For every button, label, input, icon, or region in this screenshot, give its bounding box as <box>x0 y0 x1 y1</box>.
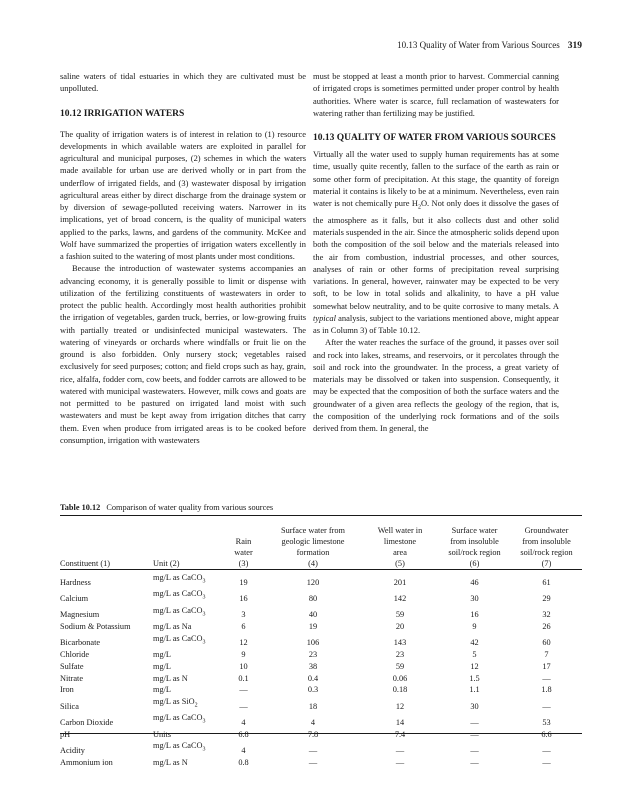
table-row <box>60 633 582 649</box>
value-cell: 0.1 <box>238 673 249 683</box>
table-row <box>60 696 582 712</box>
column-header: Constituent (1) <box>60 559 111 568</box>
column-header: Surface water from geologic limestone formation (4) <box>280 526 346 568</box>
value-cell: — <box>308 746 318 756</box>
column-header: Rain water (3) <box>234 537 253 568</box>
value-cell: 80 <box>308 594 318 604</box>
constituent-cell: Carbon Dioxide <box>60 717 114 727</box>
value-cell: 40 <box>308 610 318 620</box>
value-cell: 17 <box>542 661 551 671</box>
table-top-rule <box>60 515 582 516</box>
table-row <box>60 588 582 604</box>
value-cell: 61 <box>542 577 551 587</box>
unit-cell: mg/L as CaCO$_3$ <box>153 573 206 585</box>
value-cell: — <box>239 685 248 695</box>
value-cell: 12 <box>239 638 248 648</box>
constituent-cell: Acidity <box>60 746 85 756</box>
table-row <box>60 712 582 728</box>
table-label: Table 10.12 <box>60 503 101 512</box>
page-number: 319 <box>567 41 582 51</box>
value-cell: — <box>308 757 318 767</box>
value-cell: — <box>395 757 405 767</box>
unit-cell: mg/L as CaCO$_3$ <box>153 605 206 618</box>
value-cell: 9 <box>472 622 477 632</box>
value-cell: 143 <box>393 638 407 648</box>
value-cell: 201 <box>393 577 407 587</box>
value-cell: 38 <box>308 661 318 671</box>
value-cell: 5 <box>472 650 477 660</box>
value-cell: — <box>470 729 479 739</box>
value-cell: 60 <box>542 638 551 648</box>
value-cell: 10 <box>239 661 248 671</box>
table-row <box>60 569 582 588</box>
constituent-cell: Iron <box>60 685 74 695</box>
constituent-cell: Bicarbonate <box>60 638 101 648</box>
table-row <box>60 673 582 685</box>
value-cell: 4 <box>241 746 246 756</box>
table-row <box>60 684 582 696</box>
value-cell: 7.8 <box>307 729 319 739</box>
table-caption <box>60 502 582 514</box>
constituent-cell: Magnesium <box>60 610 100 620</box>
value-cell: 19 <box>239 577 248 587</box>
value-cell: 29 <box>542 594 551 604</box>
water-quality-paragraph-2: After the water reaches the surface of the ground, it passes over soil and rock into lakes, streams, and reservoirs, or it percolates through the soil and rock into the groundwater. In the process, a great variety of materials may be dissolved or taken into suspension. Consequently, it may be expected that the composition of both the surface waters and the groundwater of a given area reflects the geology of the region, that is, the composition of the underlying rock formations and of the soils derived from them. In general, the <box>313 337 559 434</box>
value-cell: 53 <box>542 717 551 727</box>
constituent-cell: Sodium & Potassium <box>60 622 131 632</box>
running-title: 10.13 Quality of Water from Various Sources <box>397 40 560 50</box>
unit-cell: mg/L as N <box>153 757 188 767</box>
running-header <box>60 40 582 54</box>
value-cell: 14 <box>395 717 405 727</box>
value-cell: 12 <box>470 661 479 671</box>
table-bottom-rule <box>60 733 582 734</box>
table-caption-text: Comparison of water quality from various sources <box>106 503 274 512</box>
value-cell: 1.8 <box>541 685 552 695</box>
value-cell: 7 <box>544 650 549 660</box>
table-row <box>60 649 582 661</box>
value-cell: 4 <box>310 717 316 727</box>
value-cell: — <box>470 757 479 767</box>
value-cell: 19 <box>308 622 318 632</box>
column-header: Unit (2) <box>153 559 180 568</box>
unit-cell: mg/L <box>153 650 171 660</box>
unit-cell: mg/L as CaCO$_3$ <box>153 589 206 602</box>
value-cell: 42 <box>470 638 479 648</box>
value-cell: 30 <box>470 701 479 711</box>
value-cell: 12 <box>395 701 405 711</box>
value-cell: 1.1 <box>469 685 480 695</box>
intro-paragraph: saline waters of tidal estuaries in which they are cultivated must be unpolluted. <box>60 71 306 94</box>
table-row <box>60 661 582 673</box>
unit-cell: mg/L as CaCO$_3$ <box>153 713 206 725</box>
constituent-cell: Chloride <box>60 650 90 660</box>
value-cell: — <box>239 701 248 711</box>
section-heading-water-quality: 10.13 QUALITY OF WATER FROM VARIOUS SOURCES <box>313 133 556 143</box>
value-cell: 6.8 <box>238 729 249 739</box>
section-heading-irrigation: 10.12 IRRIGATION WATERS <box>60 108 185 119</box>
value-cell: 4 <box>241 717 246 727</box>
constituent-cell: pH <box>60 729 71 739</box>
value-cell: 16 <box>239 594 248 604</box>
constituent-cell: Ammonium ion <box>60 757 113 767</box>
value-cell: 9 <box>241 650 246 660</box>
value-cell: — <box>542 757 551 767</box>
value-cell: 1.5 <box>469 673 480 683</box>
value-cell: 120 <box>306 577 320 587</box>
value-cell: — <box>470 746 479 756</box>
constituent-cell: Hardness <box>60 577 91 587</box>
value-cell: 30 <box>470 594 479 604</box>
value-cell: 7.4 <box>394 729 406 739</box>
unit-cell: mg/L as Na <box>153 622 192 632</box>
value-cell: — <box>542 673 551 683</box>
right-column <box>313 70 559 434</box>
value-cell: 6.6 <box>541 729 552 739</box>
value-cell: 16 <box>470 610 479 620</box>
value-cell: 59 <box>395 661 405 671</box>
water-quality-table <box>60 517 582 768</box>
irrigation-paragraph-2: Because the introduction of wastewater systems accompanies an advancing economy, it is generally possible to limit or dispense with utilization of the fertilizing constituents of wastewaters in order to protect the public health. Accordingly most health authorities prohibit the irrigation of vegetables, garden truck, berries, or low-growing fruits with partially treated or undisinfected municipal wastewaters. The watering of vineyards or orchards where windfalls or fruit lie on the ground is also forbidden. Only nursery stock; vegetables raised exclusively for seed purposes; cotton; and field crops such as hay, grain, rice, alfalfa, fodder corn, cow beets, and fodder carrots are allowed to be watered with municipal wastewaters. However, milk cows and goats are not permitted to be pastured on irrigated land moist with such wastewaters and must be kept away from irrigation ditches that carry them. Even when produce from irrigated areas is to be cooked before consumption, irrigation with wastewaters <box>60 263 306 445</box>
value-cell: 23 <box>308 650 318 660</box>
irrigation-paragraph-1: The quality of irrigation waters is of interest in relation to (1) resource developments in which available waters are exploited in parallel for agricultural and municipal purposes, (2) schemes in which the waters made available for urban use are derived wholly or in part from the underflow of irrigated fields, and (3) wastewater disposal by irrigation agricultural areas either by direct discharge from the drainage system or by diversion of sewage-polluted receiving waters. Narrower in its implications, yet of broad concern, is the quality of municipal waters applied to the parks, lawns, and gardens of the community. McKee and Wolf have summarized the properties of irrigation waters excellently in a fashion suited to the watering of most plants under most conditions. <box>60 128 306 261</box>
table-header-row <box>60 517 582 569</box>
value-cell: 142 <box>393 594 407 604</box>
value-cell: 0.4 <box>307 673 319 683</box>
unit-cell: mg/L <box>153 661 171 671</box>
value-cell: 59 <box>395 610 405 620</box>
unit-cell: mg/L <box>153 685 171 695</box>
value-cell: 3 <box>241 610 246 620</box>
unit-cell: mg/L as SiO$_2$ <box>153 696 198 709</box>
column-header: Well water in limestone area (5) <box>377 526 423 568</box>
value-cell: 20 <box>395 622 405 632</box>
table-body <box>60 569 582 768</box>
table-row <box>60 621 582 633</box>
value-cell: 0.18 <box>392 685 408 695</box>
continuation-paragraph: must be stopped at least a month prior to harvest. Commercial canning of irrigated crops is sometimes permitted under proper control by health authorities. Where water is scarce, full reclamation of wastewaters for watering rather than fertilizing may be justified. <box>313 71 559 118</box>
value-cell: 26 <box>542 622 551 632</box>
value-cell: — <box>542 746 551 756</box>
table-header-rule <box>60 569 582 570</box>
constituent-cell: Sulfate <box>60 661 84 671</box>
constituent-cell: Silica <box>60 701 79 711</box>
water-quality-paragraph-1: Virtually all the water used to supply human requirements has at some time, usually quite recently, fallen to the surface of the earth as rain or some other form of precipitation. At this stage, the quantity of foreign material it contains is likely to be at a minimum. Nevertheless, even rain water is not chemically pure $H_2O$. Not only does it dissolve the gases of the atmosphere as it falls, but it also collects dust and other solid materials suspended in the air. Since the atmospheric solids depend upon both the composition of the soil below and the materials released into the air from combustion, industrial processes, and other sources, analyses of rain or other forms of precipitation reveal surprising variations. In general, however, rainwater may be expected to be very soft, to be low in total solids and alkalinity, to have a pH value somewhat below neutrality, and to be quite corrosive to many metals. A typical analysis, subject to the variations mentioned above, might appear as in Column 3) of Table 10.12. <box>313 149 559 336</box>
value-cell: 6 <box>241 622 246 632</box>
column-header: Surface water from insoluble soil/rock region (6) <box>448 526 501 568</box>
constituent-cell: Nitrate <box>60 673 84 683</box>
left-column <box>60 70 306 446</box>
value-cell: — <box>542 701 551 711</box>
value-cell: 32 <box>542 610 551 620</box>
table-row <box>60 605 582 621</box>
value-cell: — <box>395 746 405 756</box>
unit-cell: mg/L as CaCO$_3$ <box>153 633 206 646</box>
value-cell: 23 <box>395 650 405 660</box>
unit-cell: Units <box>153 729 171 739</box>
unit-cell: mg/L as N <box>153 673 188 683</box>
column-header: Groundwater from insoluble soil/rock region (7) <box>520 526 573 568</box>
table-row <box>60 757 582 769</box>
value-cell: — <box>470 717 479 727</box>
value-cell: 0.8 <box>238 757 249 767</box>
value-cell: 18 <box>308 701 318 711</box>
value-cell: 0.06 <box>392 673 408 683</box>
value-cell: 106 <box>306 638 320 648</box>
unit-cell: mg/L as CaCO$_3$ <box>153 741 206 754</box>
value-cell: 46 <box>470 577 479 587</box>
constituent-cell: Calcium <box>60 594 89 604</box>
table-row <box>60 740 582 756</box>
value-cell: 0.3 <box>307 685 319 695</box>
table-row <box>60 729 582 741</box>
